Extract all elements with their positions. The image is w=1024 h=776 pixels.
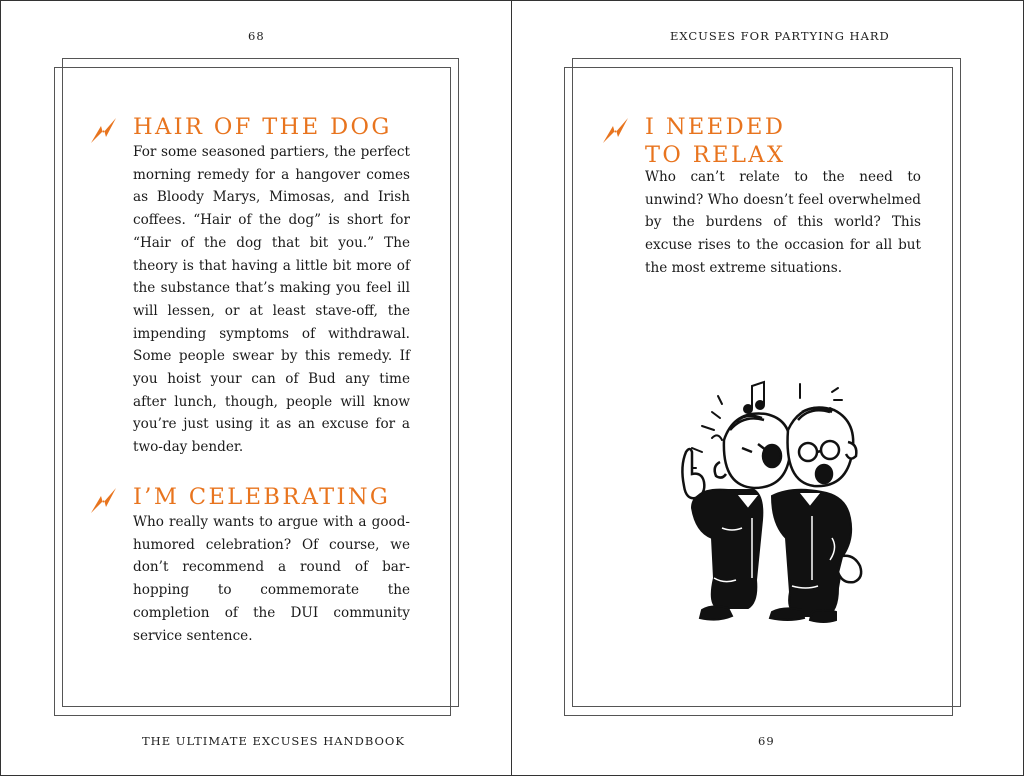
right-page-number: 69 bbox=[758, 734, 775, 748]
left-page bbox=[0, 0, 511, 776]
lightning-bolt-icon bbox=[89, 115, 119, 145]
section-heading: HAIR OF THE DOG bbox=[133, 114, 392, 140]
right-page bbox=[512, 0, 1023, 776]
section-heading-line-1: I NEEDED bbox=[645, 114, 786, 140]
lightning-bolt-icon bbox=[89, 485, 119, 515]
running-footer: THE ULTIMATE EXCUSES HANDBOOK bbox=[142, 734, 405, 748]
section-heading: I’M CELEBRATING bbox=[133, 484, 391, 510]
running-header: EXCUSES FOR PARTYING HARD bbox=[670, 29, 890, 43]
section-body: For some seasoned partiers, the perfect morning remedy for a hangover comes as Bloody Marys, Mimosas, and Irish coffees. “Hair of the dog” is short for “Hair of the dog that bit you.” The theory is that having a little bit more of the substance that’s making you feel ill will lessen, or at least stave-off, the impending symptoms of withdrawal. Some people swear by this remedy. If you hoist your can of Bud any time after lunch, though, people will know you’re just using it as an excuse for a two-day bender. bbox=[133, 144, 410, 456]
section-body: Who really wants to argue with a good-humored celebration? Of course, we don’t recommend a round of bar-hopping to commemorate the completion of the DUI community service sentence. bbox=[133, 514, 410, 644]
section-body: Who can’t relate to the need to unwind? Who doesn’t feel overwhelmed by the burdens of this world? This excuse rises to the occasion for all but the most extreme situations. bbox=[645, 169, 921, 276]
left-page-number: 68 bbox=[248, 29, 265, 43]
two-men-singing-illustration bbox=[662, 378, 892, 628]
section-heading-line-2: TO RELAX bbox=[645, 142, 786, 168]
lightning-bolt-icon bbox=[601, 115, 631, 145]
